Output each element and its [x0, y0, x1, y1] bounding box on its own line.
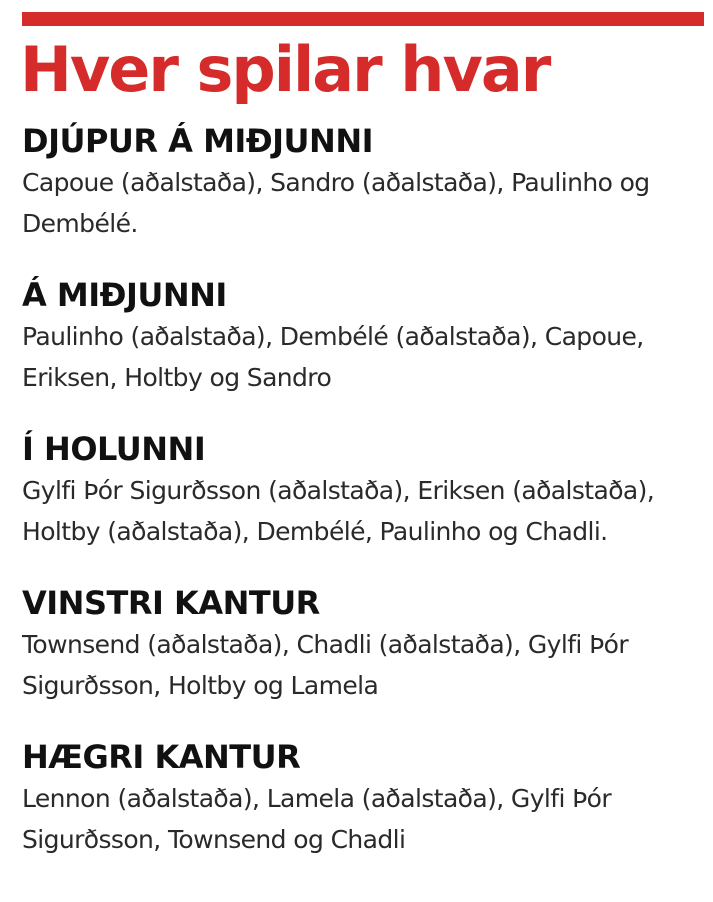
- section-left-wing: [22, 582, 702, 706]
- section-heading: HÆGRI KANTUR: [22, 738, 301, 776]
- section-heading: VINSTRI KANTUR: [22, 584, 320, 622]
- section-body: Capoue (aðalstaða), Sandro (aðalstaða), Paulinho og Dembélé.: [22, 168, 650, 238]
- section-body: Townsend (aðalstaða), Chadli (aðalstaða), Gylfi Þór Sigurðsson, Holtby og Lamela: [22, 630, 628, 700]
- top-red-rule: [22, 12, 704, 26]
- section-midfield: [22, 274, 702, 398]
- position-list: [22, 120, 702, 860]
- section-body: Lennon (aðalstaða), Lamela (aðalstaða), Gylfi Þór Sigurðsson, Townsend og Chadli: [22, 784, 612, 854]
- page-title: Hver spilar hvar: [20, 33, 550, 106]
- section-body: Gylfi Þór Sigurðsson (aðalstaða), Eriksen (aðalstaða), Holtby (aðalstaða), Dembélé, Paulinho og Chadli.: [22, 476, 655, 546]
- section-in-the-hole: [22, 428, 702, 552]
- section-heading: Á MIÐJUNNI: [22, 276, 227, 314]
- section-right-wing: [22, 736, 702, 860]
- section-body: Paulinho (aðalstaða), Dembélé (aðalstaða), Capoue, Eriksen, Holtby og Sandro: [22, 322, 644, 392]
- section-deep-midfield: [22, 120, 702, 244]
- section-heading: Í HOLUNNI: [22, 430, 206, 468]
- section-heading: DJÚPUR Á MIÐJUNNI: [22, 122, 373, 160]
